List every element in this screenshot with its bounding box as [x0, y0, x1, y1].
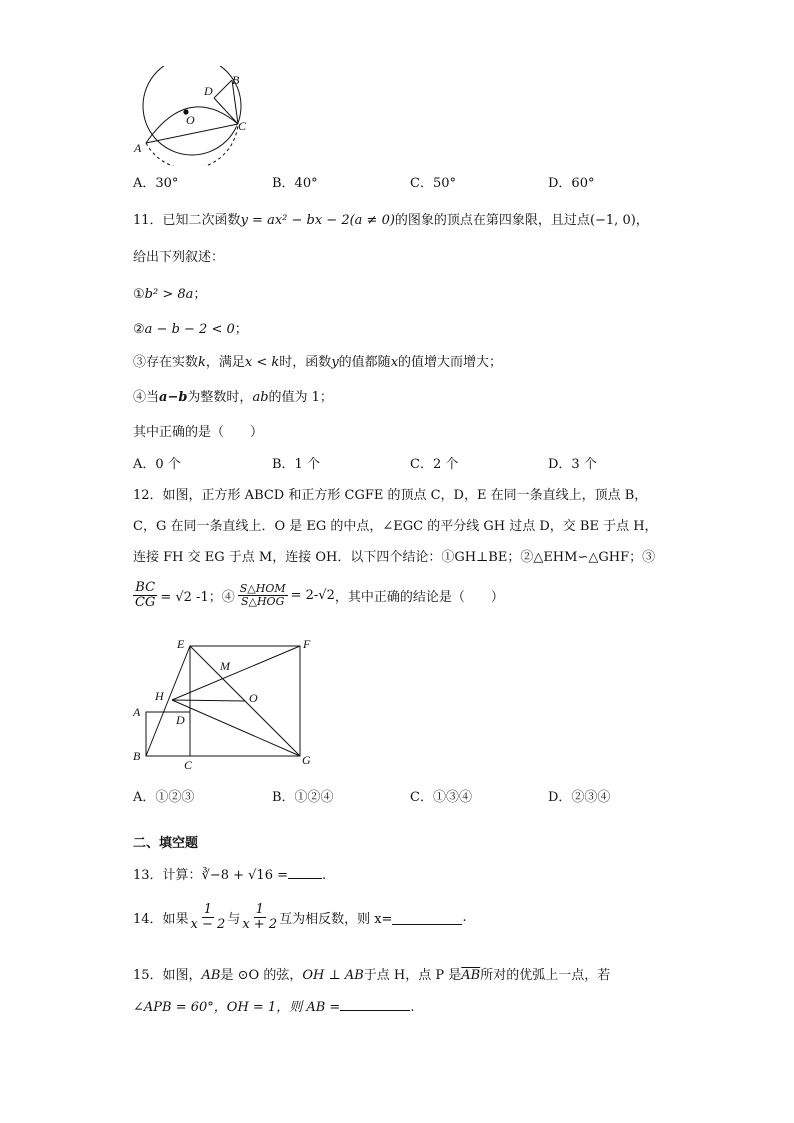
q12-line4 [133, 581, 504, 609]
q11-s3-x: x [390, 355, 399, 370]
q11-ask: 其中正确的是（ ） [133, 425, 264, 440]
q11-s4-b: 为整数时， [187, 390, 253, 405]
q14-prefix: 14．如果 [133, 911, 189, 927]
q15-l2-b: . [410, 1000, 415, 1015]
q12-f1-num: BC [135, 580, 156, 595]
q12-squares-figure [128, 632, 328, 772]
q12-f2-eq: = 2-√2 [290, 587, 335, 603]
fig12-label-c: C [184, 758, 193, 772]
q14-fraction-1 [189, 903, 228, 931]
q10-circle-figure [128, 66, 268, 166]
fig10-label-o: O [186, 113, 195, 127]
q13-line [133, 864, 326, 883]
q14-f1-num: 1 [203, 902, 213, 917]
q14-f2-den: x + 2 [242, 916, 278, 932]
q11-stem-b: 的图象的顶点在第四象限，且过点 [394, 213, 590, 228]
q15-l1-ab: AB [201, 968, 221, 983]
q15-l1-c: 于点 H，点 P 是 [363, 968, 462, 983]
q14-line [133, 903, 467, 931]
q12-line1: 12．如图，正方形 ABCD 和正方形 CGFE 的顶点 C，D，E 在同一条直线上，顶点 B， [133, 488, 648, 503]
q15-l1-arc: $\overline{AB}$ [461, 968, 481, 983]
q13-suffix: . [322, 868, 327, 883]
fig12-label-b: B [133, 749, 141, 763]
q11-s3-b: ，满足 [205, 355, 245, 370]
q11-s3-y: y [331, 355, 339, 370]
fig12-label-a: A [133, 705, 141, 719]
fig10-label-b: B [232, 73, 240, 87]
q14-f2-num: 1 [255, 902, 264, 917]
q11-s3-e: 的值增大而增大； [398, 355, 503, 370]
q11-s2-end: ； [234, 322, 248, 337]
q12-option-a: A．①②③ [133, 790, 195, 805]
q10-option-a: A．30° [133, 176, 179, 191]
q15-line2 [133, 996, 414, 1015]
q12-fraction-bc-cg [133, 581, 157, 609]
q12-f2-den: S△HOG [240, 594, 285, 608]
q14-mid: 与 [227, 911, 241, 927]
q11-s1-end: ； [193, 287, 207, 302]
q10-option-b: B．40° [272, 176, 318, 191]
q11-number: 11． [133, 213, 163, 228]
q11-statement-3 [133, 351, 502, 370]
q12-option-c: C．①③④ [410, 790, 472, 805]
q11-s4-ab: ab [252, 390, 269, 405]
q12-f2-num: S△HOM [239, 582, 286, 596]
q15-l1-d: 所对的优弧上一点，若 [480, 968, 611, 983]
q11-s3-c: 时，函数 [279, 355, 332, 370]
q11-point: (−1, 0) [589, 213, 636, 228]
fig10-label-c: C [238, 119, 247, 133]
q11-statement-2 [133, 318, 248, 337]
q11-s4-c: 的值为 1； [268, 390, 333, 405]
q14-suffix: 互为相反数，则 x= [279, 911, 393, 927]
q12-f1-den: CG [135, 594, 156, 610]
q11-s3-a: ③存在实数 [133, 355, 199, 370]
q12-option-b: B．①②④ [272, 790, 334, 805]
q14-answer-blank[interactable] [392, 910, 462, 925]
q10-option-d: D．60° [548, 176, 595, 191]
q15-l1-b: 是 ⊙O 的弦， [220, 968, 303, 983]
fig12-label-f: F [303, 637, 311, 651]
q15-l2-a: ∠APB = 60°，OH = 1，则 AB = [133, 1000, 341, 1015]
q15-answer-blank[interactable] [340, 1010, 410, 1011]
section-title-fill-in: 二、填空题 [133, 836, 199, 851]
q12-line3: 连接 FH 交 EG 于点 M，连接 OH．以下四个结论：①GH⊥BE；②△EHM∽△GHF；③ [133, 550, 656, 565]
q11-line2: 给出下列叙述： [133, 250, 225, 265]
q11-option-c: C．2 个 [410, 457, 459, 472]
q13-prefix: 13．计算： [133, 868, 202, 883]
q11-stem-c: ， [635, 213, 649, 228]
fig12-label-h: H [155, 689, 164, 703]
q14-f1-den: x − 2 [190, 916, 226, 932]
q11-statement-1 [133, 283, 206, 302]
q14-fraction-2 [240, 903, 279, 931]
q11-option-d: D．3 个 [548, 457, 597, 472]
fig12-label-d: D [176, 713, 185, 727]
q13-answer-blank[interactable] [288, 878, 322, 879]
fig12-label-e: E [177, 637, 185, 651]
q11-s4-a: ④当 [133, 390, 160, 405]
q11-s3-k: k [198, 355, 206, 370]
q11-s2-mark: ② [133, 322, 145, 337]
fig10-label-a: A [134, 141, 142, 155]
fig12-label-m: M [220, 659, 230, 673]
q11-s4-expr: a−b [159, 390, 188, 405]
fig12-label-g: G [302, 753, 311, 767]
q15-l1-oh: OH ⊥ AB [302, 968, 364, 983]
q13-expression: ∛−8 + √16 = [201, 868, 289, 883]
q15-line1 [133, 964, 610, 983]
q12-line4-end: ，其中正确的结论是（ ） [334, 589, 504, 605]
q11-option-b: B．1 个 [272, 457, 320, 472]
q11-option-a: A．0 个 [133, 457, 181, 472]
fig10-label-d: D [204, 84, 213, 98]
q12-option-d: D．②③④ [548, 790, 611, 805]
q12-f1-eq: = √2 -1；④ [160, 589, 235, 605]
q12-line2: C，G 在同一条直线上．O 是 EG 的中点，∠EGC 的平分线 GH 过点 D，交 BE 于点 H， [133, 519, 658, 534]
q14-end: . [462, 909, 467, 925]
q11-statement-4 [133, 386, 333, 405]
q15-l1-a: 15．如图， [133, 968, 202, 983]
q11-s3-d: 的值都随 [338, 355, 391, 370]
q12-fraction-area [238, 583, 288, 607]
q10-option-c: C．50° [410, 176, 456, 191]
q11-stem [133, 209, 649, 228]
q11-stem-a: 已知二次函数 [162, 213, 241, 228]
q11-s1-mark: ① [133, 287, 145, 302]
q11-s3-cond: x < k [244, 355, 280, 370]
q11-s2-expr: a − b − 2 < 0 [144, 322, 235, 337]
q11-s1-expr: b² > 8a [144, 287, 194, 302]
fig12-label-o: O [249, 691, 258, 705]
q11-function: y = ax² − bx − 2(a ≠ 0) [240, 213, 395, 228]
